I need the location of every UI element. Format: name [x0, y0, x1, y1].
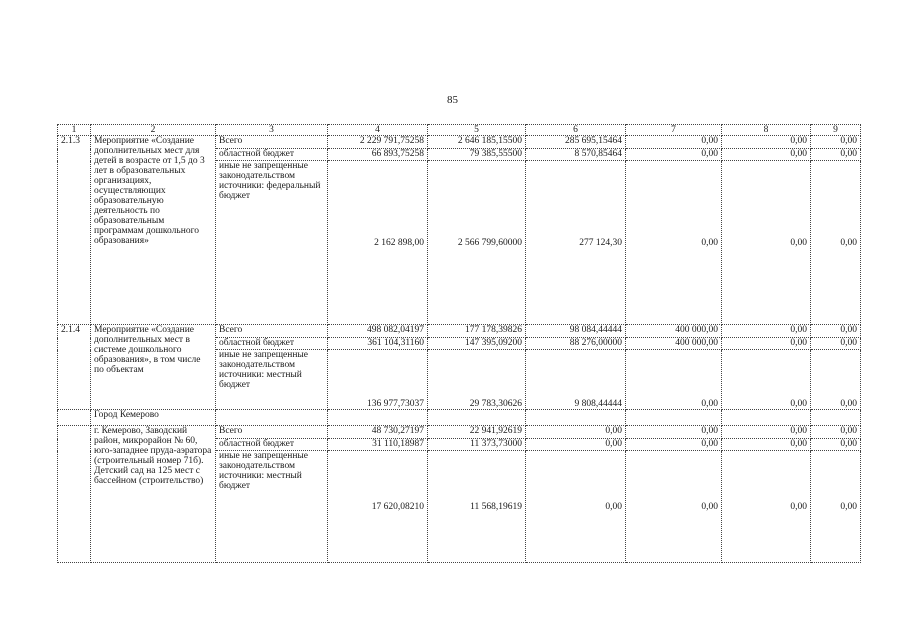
header-row — [58, 125, 861, 136]
value-cell: 0,00 — [526, 451, 626, 563]
value-cell: 0,00 — [722, 350, 811, 410]
value-cell: 0,00 — [722, 161, 811, 325]
value-cell: 0,00 — [811, 426, 861, 439]
empty-cell — [526, 410, 626, 426]
value-cell: 29 783,30626 — [428, 350, 526, 410]
measure-name: Мероприятие «Создание дополнительных мест для детей в возрасте от 1,5 до 3 лет в образовательных организациях, осуществляющих образовательную деятельность по образовательным программам дошкольного образования» — [91, 136, 216, 325]
empty-cell — [626, 410, 722, 426]
value-cell: 400 000,00 — [626, 325, 722, 338]
value-cell: 2 566 799,60000 — [428, 161, 526, 325]
empty-cell — [216, 410, 328, 426]
value-cell: 88 276,00000 — [526, 338, 626, 350]
value-cell: 98 084,44444 — [526, 325, 626, 338]
table-row — [58, 325, 861, 338]
row-code — [58, 426, 91, 563]
value-cell: 31 110,18987 — [328, 439, 428, 451]
value-cell: 400 000,00 — [626, 338, 722, 350]
header-cell: 5 — [428, 125, 526, 136]
table-row — [58, 136, 861, 149]
header-cell: 7 — [626, 125, 722, 136]
value-cell: 0,00 — [811, 338, 861, 350]
header-cell: 8 — [722, 125, 811, 136]
funding-source: Всего — [216, 426, 328, 439]
value-cell: 0,00 — [722, 149, 811, 161]
budget-table — [57, 124, 861, 563]
object-name: г. Кемерово, Заводский район, микрорайон № 60, юго-западнее пруда-аэратора (строительный номер 71б). Детский сад на 125 мест с бассейном (строительство) — [91, 426, 216, 563]
header-cell: 3 — [216, 125, 328, 136]
value-cell: 0,00 — [722, 439, 811, 451]
value-cell: 0,00 — [811, 350, 861, 410]
value-cell: 11 568,19619 — [428, 451, 526, 563]
value-cell: 0,00 — [626, 161, 722, 325]
value-cell: 0,00 — [722, 325, 811, 338]
value-cell: 0,00 — [626, 439, 722, 451]
value-cell: 48 730,27197 — [328, 426, 428, 439]
value-cell: 0,00 — [811, 439, 861, 451]
value-cell: 0,00 — [811, 451, 861, 563]
value-cell: 8 570,85464 — [526, 149, 626, 161]
value-cell: 0,00 — [722, 338, 811, 350]
header-cell: 4 — [328, 125, 428, 136]
row-code: 2.1.4 — [58, 325, 91, 410]
value-cell: 136 977,73037 — [328, 350, 428, 410]
funding-source: иные не запрещенные законодательством источники: федеральный бюджет — [216, 161, 328, 325]
city-heading: Город Кемерово — [91, 410, 216, 426]
value-cell: 0,00 — [526, 439, 626, 451]
value-cell: 79 385,55500 — [428, 149, 526, 161]
page-number: 85 — [447, 94, 458, 106]
value-cell: 66 893,75258 — [328, 149, 428, 161]
value-cell: 177 178,39826 — [428, 325, 526, 338]
value-cell: 0,00 — [722, 451, 811, 563]
value-cell: 0,00 — [811, 161, 861, 325]
empty-cell — [328, 410, 428, 426]
value-cell: 0,00 — [626, 136, 722, 149]
row-code — [58, 410, 91, 426]
value-cell: 0,00 — [626, 426, 722, 439]
funding-source: иные не запрещенные законодательством источники: местный бюджет — [216, 451, 328, 563]
funding-source: Всего — [216, 325, 328, 338]
value-cell: 22 941,92619 — [428, 426, 526, 439]
value-cell: 0,00 — [626, 149, 722, 161]
empty-cell — [428, 410, 526, 426]
table-row — [58, 426, 861, 439]
header-cell: 2 — [91, 125, 216, 136]
value-cell: 0,00 — [811, 136, 861, 149]
table-row — [58, 410, 861, 426]
value-cell: 0,00 — [626, 451, 722, 563]
value-cell: 0,00 — [526, 426, 626, 439]
funding-source: Всего — [216, 136, 328, 149]
header-cell: 6 — [526, 125, 626, 136]
funding-source: областной бюджет — [216, 338, 328, 350]
value-cell: 0,00 — [626, 350, 722, 410]
empty-cell — [811, 410, 861, 426]
value-cell: 0,00 — [722, 136, 811, 149]
header-cell: 9 — [811, 125, 861, 136]
funding-source: иные не запрещенные законодательством источники: местный бюджет — [216, 350, 328, 410]
value-cell: 2 646 185,15500 — [428, 136, 526, 149]
value-cell: 0,00 — [722, 426, 811, 439]
value-cell: 9 808,44444 — [526, 350, 626, 410]
value-cell: 0,00 — [811, 149, 861, 161]
value-cell: 498 082,04197 — [328, 325, 428, 338]
value-cell: 17 620,08210 — [328, 451, 428, 563]
funding-source: областной бюджет — [216, 439, 328, 451]
value-cell: 285 695,15464 — [526, 136, 626, 149]
value-cell: 0,00 — [811, 325, 861, 338]
value-cell: 147 395,09200 — [428, 338, 526, 350]
value-cell: 2 162 898,00 — [328, 161, 428, 325]
value-cell: 11 373,73000 — [428, 439, 526, 451]
value-cell: 2 229 791,75258 — [328, 136, 428, 149]
value-cell: 361 104,31160 — [328, 338, 428, 350]
header-cell: 1 — [58, 125, 91, 136]
empty-cell — [722, 410, 811, 426]
funding-source: областной бюджет — [216, 149, 328, 161]
measure-name: Мероприятие «Создание дополнительных мест в системе дошкольного образования», в том числе по объектам — [91, 325, 216, 410]
row-code: 2.1.3 — [58, 136, 91, 325]
value-cell: 277 124,30 — [526, 161, 626, 325]
